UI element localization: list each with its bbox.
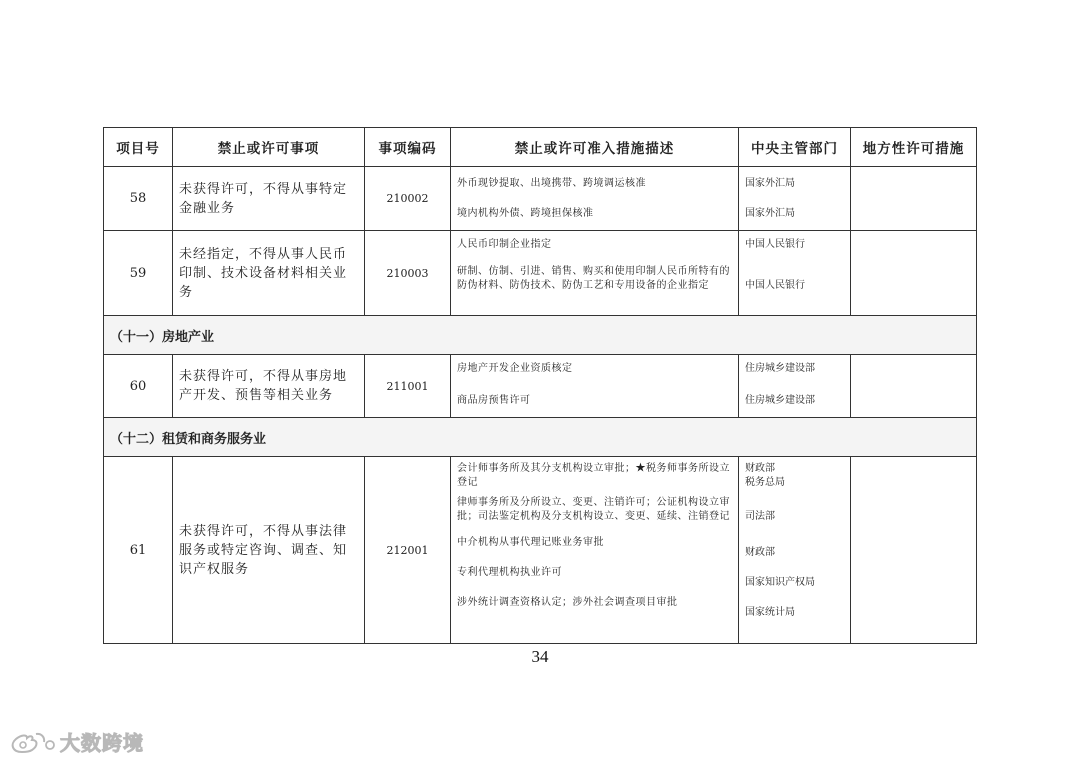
weibo-logo-icon	[8, 728, 56, 756]
row-item: 未获得许可，不得从事特定金融业务	[173, 167, 365, 231]
dept-line: 国家外汇局	[745, 178, 795, 189]
section-row	[104, 418, 977, 457]
measure-line: 外币现钞提取、出境携带、跨境调运核准	[457, 178, 646, 189]
row-measures	[451, 231, 739, 316]
row-code: 210003	[365, 231, 451, 316]
dept-line: 财政部 税务总局	[745, 463, 785, 488]
section-title: （十一）房地产业	[104, 316, 977, 355]
measure-line: 研制、仿制、引进、销售、购买和使用印制人民币所特有的防伪材料、防伪技术、防伪工艺和专用设备的企业指定	[457, 266, 730, 291]
page-number: 34	[531, 647, 549, 666]
row-local	[851, 231, 977, 316]
measure-line: 境内机构外债、跨境担保核准	[457, 208, 594, 219]
measure-line: 涉外统计调查资格认定；涉外社会调查项目审批	[457, 597, 678, 608]
dept-line: 司法部	[745, 511, 775, 522]
row-code: 211001	[365, 355, 451, 418]
row-dept	[739, 457, 851, 644]
measure-line: 会计师事务所及其分支机构设立审批；★税务师事务所设立登记	[457, 463, 730, 488]
row-number: 59	[104, 231, 173, 316]
row-measures	[451, 457, 739, 644]
row-measures	[451, 167, 739, 231]
dept-line: 住房城乡建设部	[745, 363, 815, 374]
dept-line: 国家统计局	[745, 607, 795, 618]
dept-line: 中国人民银行	[745, 239, 805, 250]
dept-line: 住房城乡建设部	[745, 395, 815, 406]
watermark	[8, 727, 144, 756]
col-header-dept: 中央主管部门	[739, 128, 851, 167]
col-header-measures: 禁止或许可准入措施描述	[451, 128, 739, 167]
row-local	[851, 167, 977, 231]
row-item: 未获得许可，不得从事房地产开发、预售等相关业务	[173, 355, 365, 418]
row-number: 58	[104, 167, 173, 231]
row-item: 未获得许可，不得从事法律服务或特定咨询、调查、知识产权服务	[173, 457, 365, 644]
dept-line: 财政部	[745, 547, 775, 558]
measure-line: 专利代理机构执业许可	[457, 567, 562, 578]
row-number: 60	[104, 355, 173, 418]
table-row	[104, 231, 977, 316]
table-row	[104, 355, 977, 418]
measure-line: 商品房预售许可	[457, 395, 531, 406]
row-dept	[739, 231, 851, 316]
row-local	[851, 355, 977, 418]
table-row	[104, 457, 977, 644]
table-header-row	[104, 128, 977, 167]
measure-line: 房地产开发企业资质核定	[457, 363, 573, 374]
row-item: 未经指定，不得从事人民币印制、技术设备材料相关业务	[173, 231, 365, 316]
col-header-no: 项目号	[104, 128, 173, 167]
table-row	[104, 167, 977, 231]
row-code: 212001	[365, 457, 451, 644]
measure-line: 人民币印制企业指定	[457, 239, 552, 250]
row-measures	[451, 355, 739, 418]
row-local	[851, 457, 977, 644]
col-header-local: 地方性许可措施	[851, 128, 977, 167]
section-row	[104, 316, 977, 355]
section-title: （十二）租赁和商务服务业	[104, 418, 977, 457]
permit-table	[103, 127, 977, 644]
watermark-text: 大数跨境	[60, 731, 144, 755]
row-code: 210002	[365, 167, 451, 231]
col-header-item: 禁止或许可事项	[173, 128, 365, 167]
row-dept	[739, 355, 851, 418]
dept-line: 中国人民银行	[745, 280, 805, 291]
dept-line: 国家外汇局	[745, 208, 795, 219]
dept-line: 国家知识产权局	[745, 577, 815, 588]
row-dept	[739, 167, 851, 231]
row-number: 61	[104, 457, 173, 644]
measure-line: 律师事务所及分所设立、变更、注销许可；公证机构设立审批；司法鉴定机构及分支机构设立、变更、延续、注销登记	[457, 497, 730, 522]
measure-line: 中介机构从事代理记账业务审批	[457, 537, 604, 548]
col-header-code: 事项编码	[365, 128, 451, 167]
